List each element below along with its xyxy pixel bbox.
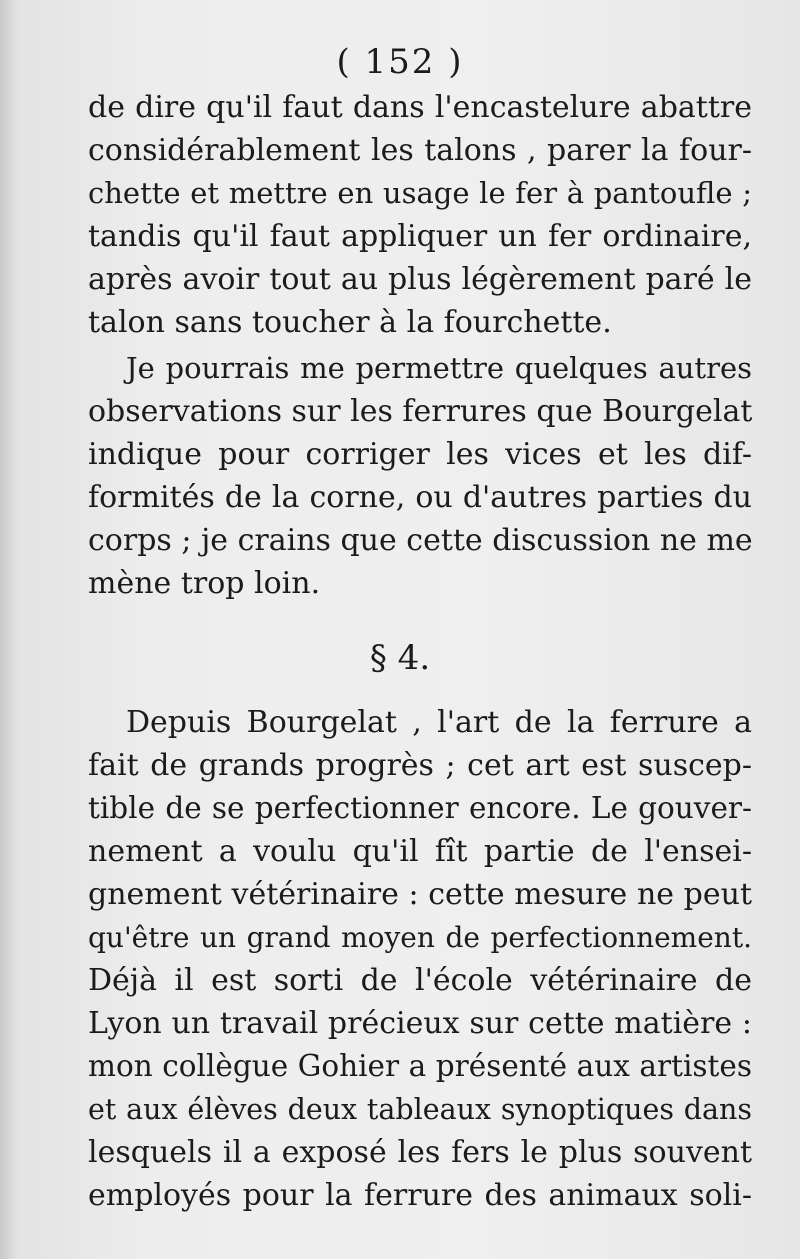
text-line: Depuis Bourgelat , l'art de la ferrure a	[126, 705, 752, 740]
text-line: tandis qu'il faut appliquer un fer ordinaire,	[88, 219, 752, 254]
text-line: Je pourrais me permettre quelques autres	[126, 351, 752, 385]
text-line: Lyon un travail précieux sur cette matière :	[88, 1006, 752, 1041]
text-line: mon collègue Gohier a présenté aux artistes	[88, 1049, 752, 1083]
text-line: de dire qu'il faut dans l'encastelure abattre	[88, 90, 752, 125]
text-line: corps ; je crains que cette discussion ne me	[88, 523, 753, 558]
text-line: qu'être un grand moyen de perfectionnement.	[88, 921, 752, 954]
section-heading: § 4.	[369, 638, 431, 678]
page-gutter-shadow	[0, 0, 18, 1259]
text-line: considérablement les talons , parer la four-	[88, 133, 752, 168]
text-line: après avoir tout au plus légèrement paré le	[88, 262, 752, 297]
text-line: Déjà il est sorti de l'école vétérinaire de	[88, 963, 752, 998]
text-line: chette et mettre en usage le fer à pantoufle ;	[88, 176, 752, 210]
text-line: employés pour la ferrure des animaux soli-	[88, 1178, 752, 1213]
text-line: formités de la corne, ou d'autres parties du	[88, 480, 752, 515]
page-number: ( 152 )	[336, 42, 464, 82]
text-line: nement a voulu qu'il fît partie de l'ensei-	[88, 834, 752, 869]
text-line: et aux élèves deux tableaux synoptiques dans	[88, 1093, 752, 1126]
text-line: tible de se perfectionner encore. Le gouver-	[88, 791, 752, 825]
text-line: observations sur les ferrures que Bourgelat	[88, 394, 753, 429]
text-line: fait de grands progrès ; cet art est suscep-	[88, 748, 752, 783]
text-line: talon sans toucher à la fourchette.	[88, 305, 612, 340]
text-line: mène trop loin.	[88, 566, 321, 601]
text-line: indique pour corriger les vices et les dif-	[88, 437, 752, 472]
text-line: lesquels il a exposé les fers le plus souvent	[88, 1135, 752, 1170]
text-line: gnement vétérinaire : cette mesure ne peut	[88, 877, 752, 912]
